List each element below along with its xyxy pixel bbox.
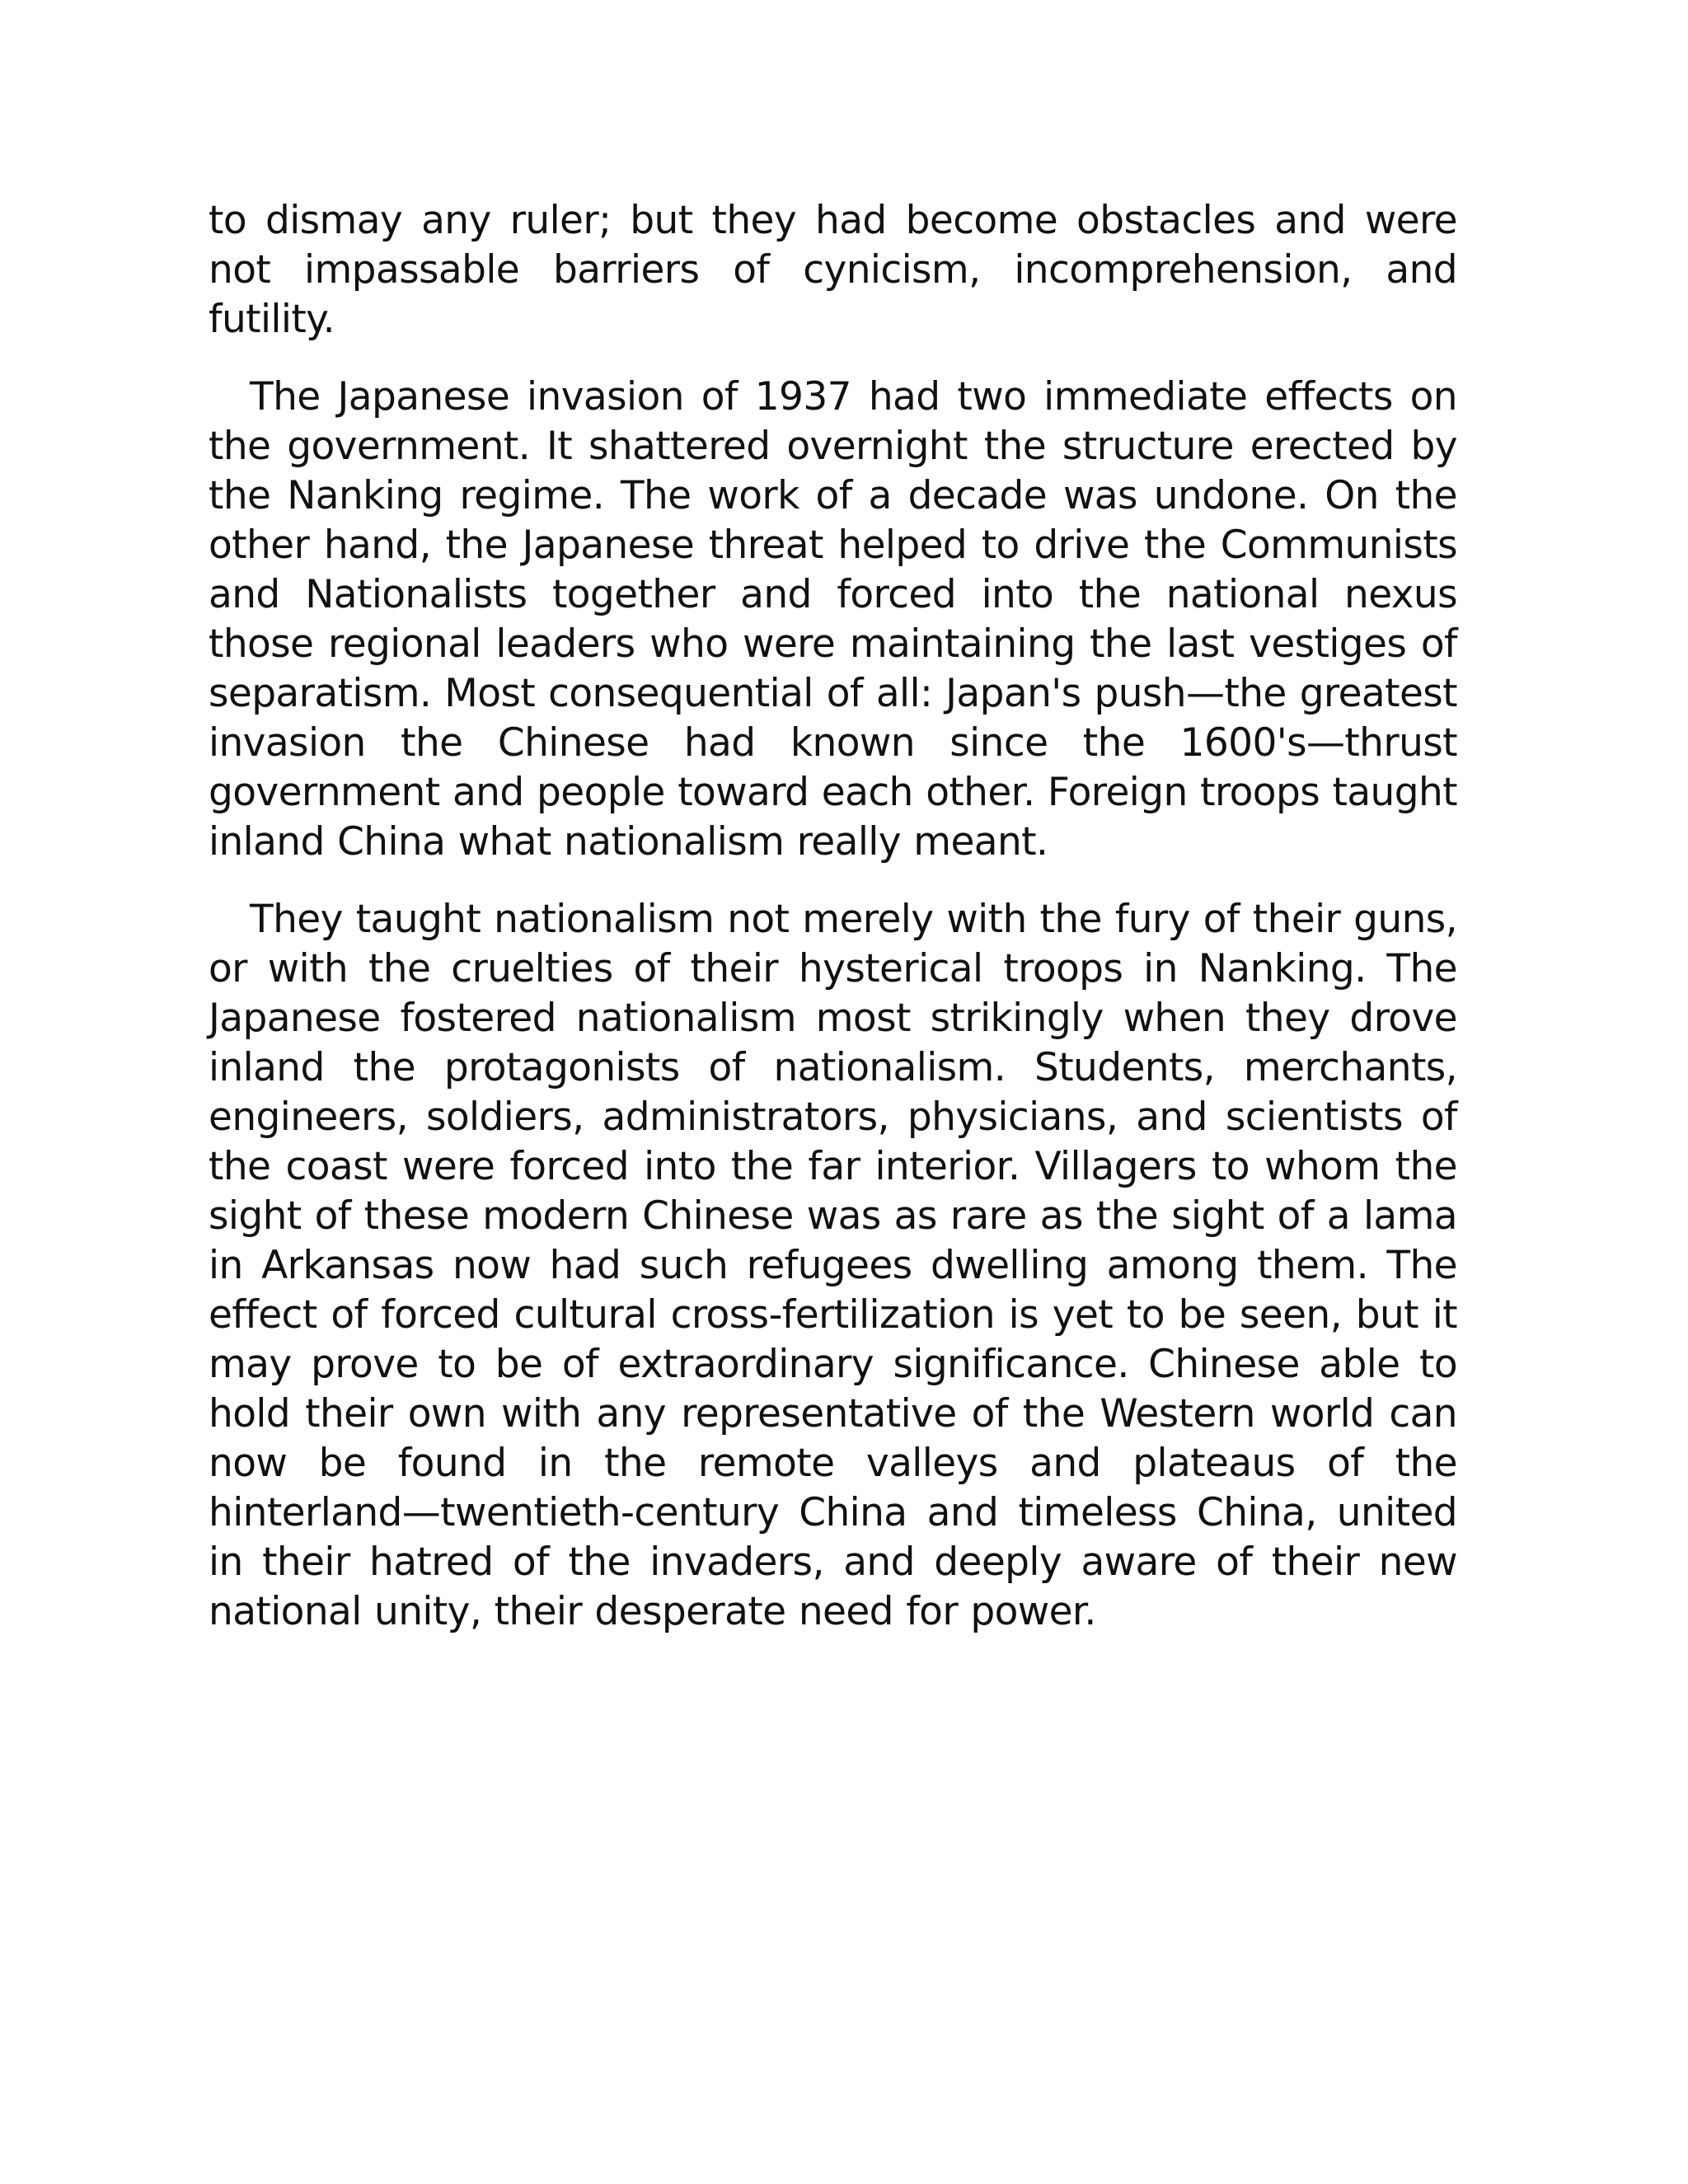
document-page <box>209 196 1457 1637</box>
paragraph-continuation: to dismay any ruler; but they had become obstacles and were not impassable barriers of cynicism, incomprehension, and futility. <box>209 198 1457 342</box>
paragraph-nationalism: They taught nationalism not merely with the fury of their guns, or with the cruelties of their hysterical troops in Nanking. The Japanese fostered nationalism most strikingly when they drove inland the protagonists of nationalism. Students, merchants, engineers, soldiers, administrators, physicians, and scientists of the coast were forced into the far interior. Villagers to whom the sight of these modern Chinese was as rare as the sight of a lama in Arkansas now had such refugees dwelling among them. The effect of forced cultural cross-fertilization is yet to be seen, but it may prove to be of extraordinary significance. Chinese able to hold their own with any representative of the Western world can now be found in the remote valleys and plateaus of the hinterland—twentieth-century China and timeless China, united in their hatred of the invaders, and deeply aware of their new national unity, their desperate need for power. <box>209 897 1457 1634</box>
paragraph-japanese-invasion: The Japanese invasion of 1937 had two immediate effects on the government. It shattered overnight the structure erected by the Nanking regime. The work of a decade was undone. On the other hand, the Japanese threat helped to drive the Communists and Nationalists together and forced into the national nexus those regional leaders who were maintaining the last vestiges of separatism. Most consequential of all: Japan's push—the greatest invasion the Chinese had known since the 1600's—thrust government and people toward each other. Foreign troops taught inland China what nationalism really meant. <box>209 374 1457 865</box>
